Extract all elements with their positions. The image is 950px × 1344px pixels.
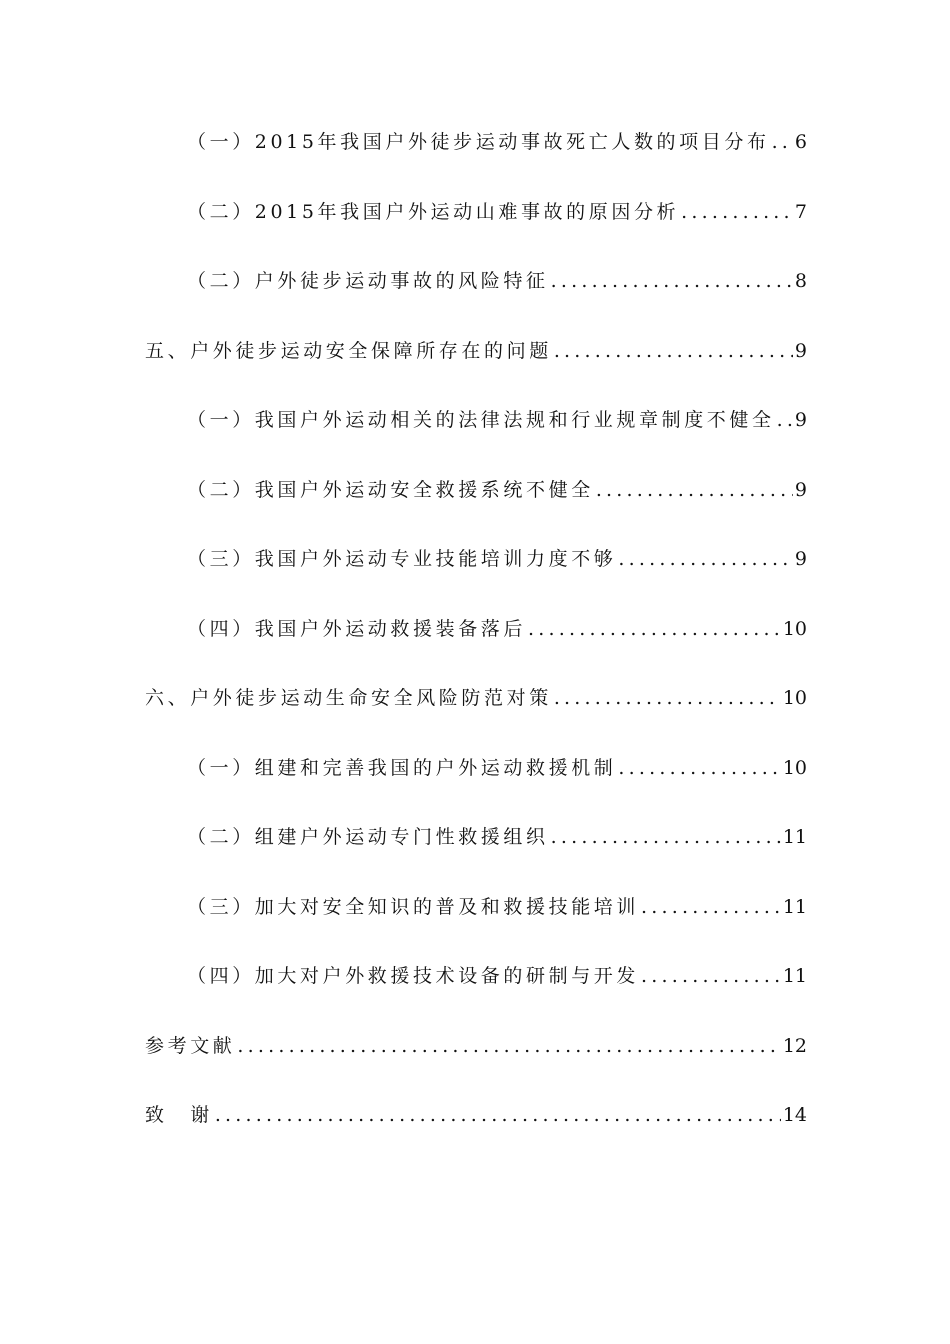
toc-entry-title: （一）我国户外运动相关的法律法规和行业规章制度不健全 xyxy=(187,409,775,431)
toc-entry-title: 五、户外徒步运动安全保障所存在的问题 xyxy=(145,339,552,362)
toc-entry[interactable] xyxy=(145,1028,807,1098)
toc-page-number: 9 xyxy=(794,339,807,362)
toc-entry[interactable] xyxy=(145,958,807,1028)
toc-dot-leader xyxy=(641,889,781,925)
toc-dot-leader xyxy=(618,750,780,786)
toc-entry[interactable] xyxy=(145,680,807,750)
toc-dot-leader xyxy=(551,263,793,299)
toc-entry-title: （二）户外徒步运动事故的风险特征 xyxy=(187,270,549,292)
toc-entry[interactable] xyxy=(145,402,807,472)
toc-dot-leader xyxy=(641,958,781,994)
toc-page-number: 6 xyxy=(794,131,807,153)
toc-page-number: 14 xyxy=(782,1104,807,1126)
toc-page-number: 11 xyxy=(782,965,807,987)
toc-dot-leader xyxy=(215,1097,781,1133)
toc-page-number: 12 xyxy=(782,1034,807,1057)
toc-entry[interactable] xyxy=(145,194,807,264)
toc-page-number: 9 xyxy=(794,409,807,431)
toc-entry[interactable] xyxy=(145,333,807,403)
table-of-contents xyxy=(145,124,807,1167)
toc-entry-title: （三）我国户外运动专业技能培训力度不够 xyxy=(187,548,617,570)
toc-dot-leader xyxy=(528,611,781,647)
toc-page-number: 11 xyxy=(782,826,807,848)
toc-entry-title: （二）我国户外运动安全救援系统不健全 xyxy=(187,478,594,501)
toc-page-number: 10 xyxy=(782,617,807,640)
toc-page-number: 10 xyxy=(782,756,807,779)
toc-page-number: 11 xyxy=(782,895,807,918)
toc-page-number: 8 xyxy=(794,270,807,292)
toc-entry-title: （二）组建户外运动专门性救援组织 xyxy=(187,826,549,848)
toc-entry-title: （一）组建和完善我国的户外运动救援机制 xyxy=(187,756,617,779)
toc-entry[interactable] xyxy=(145,472,807,542)
toc-dot-leader xyxy=(618,541,793,577)
toc-entry-title: 参考文献 xyxy=(145,1034,236,1057)
toc-page-number: 7 xyxy=(794,200,807,223)
toc-page-number: 9 xyxy=(794,478,807,501)
toc-entry[interactable] xyxy=(145,611,807,681)
toc-entry[interactable] xyxy=(145,819,807,889)
toc-entry-title: （三）加大对安全知识的普及和救援技能培训 xyxy=(187,895,640,918)
toc-dot-leader xyxy=(681,194,793,230)
toc-dot-leader xyxy=(596,472,793,508)
toc-entry[interactable] xyxy=(145,750,807,820)
toc-page-number: 10 xyxy=(782,687,807,709)
toc-entry-title: 致 谢 xyxy=(145,1104,213,1126)
toc-dot-leader xyxy=(772,124,793,160)
toc-entry-title: （四）我国户外运动救援装备落后 xyxy=(187,617,527,640)
toc-entry-title: （四）加大对户外救援技术设备的研制与开发 xyxy=(187,965,640,987)
toc-entry-title: （一）2015年我国户外徒步运动事故死亡人数的项目分布 xyxy=(187,131,770,153)
toc-entry[interactable] xyxy=(145,889,807,959)
toc-entry[interactable] xyxy=(145,1097,807,1167)
toc-entry[interactable] xyxy=(145,124,807,194)
toc-dot-leader xyxy=(554,333,793,369)
toc-entry-title: （二）2015年我国户外运动山难事故的原因分析 xyxy=(187,200,680,223)
toc-dot-leader xyxy=(237,1028,780,1064)
toc-dot-leader xyxy=(777,402,793,438)
toc-dot-leader xyxy=(551,819,781,855)
toc-page-number: 9 xyxy=(794,548,807,570)
toc-entry[interactable] xyxy=(145,541,807,611)
toc-dot-leader xyxy=(554,680,781,716)
toc-entry-title: 六、户外徒步运动生命安全风险防范对策 xyxy=(145,687,552,709)
toc-entry[interactable] xyxy=(145,263,807,333)
